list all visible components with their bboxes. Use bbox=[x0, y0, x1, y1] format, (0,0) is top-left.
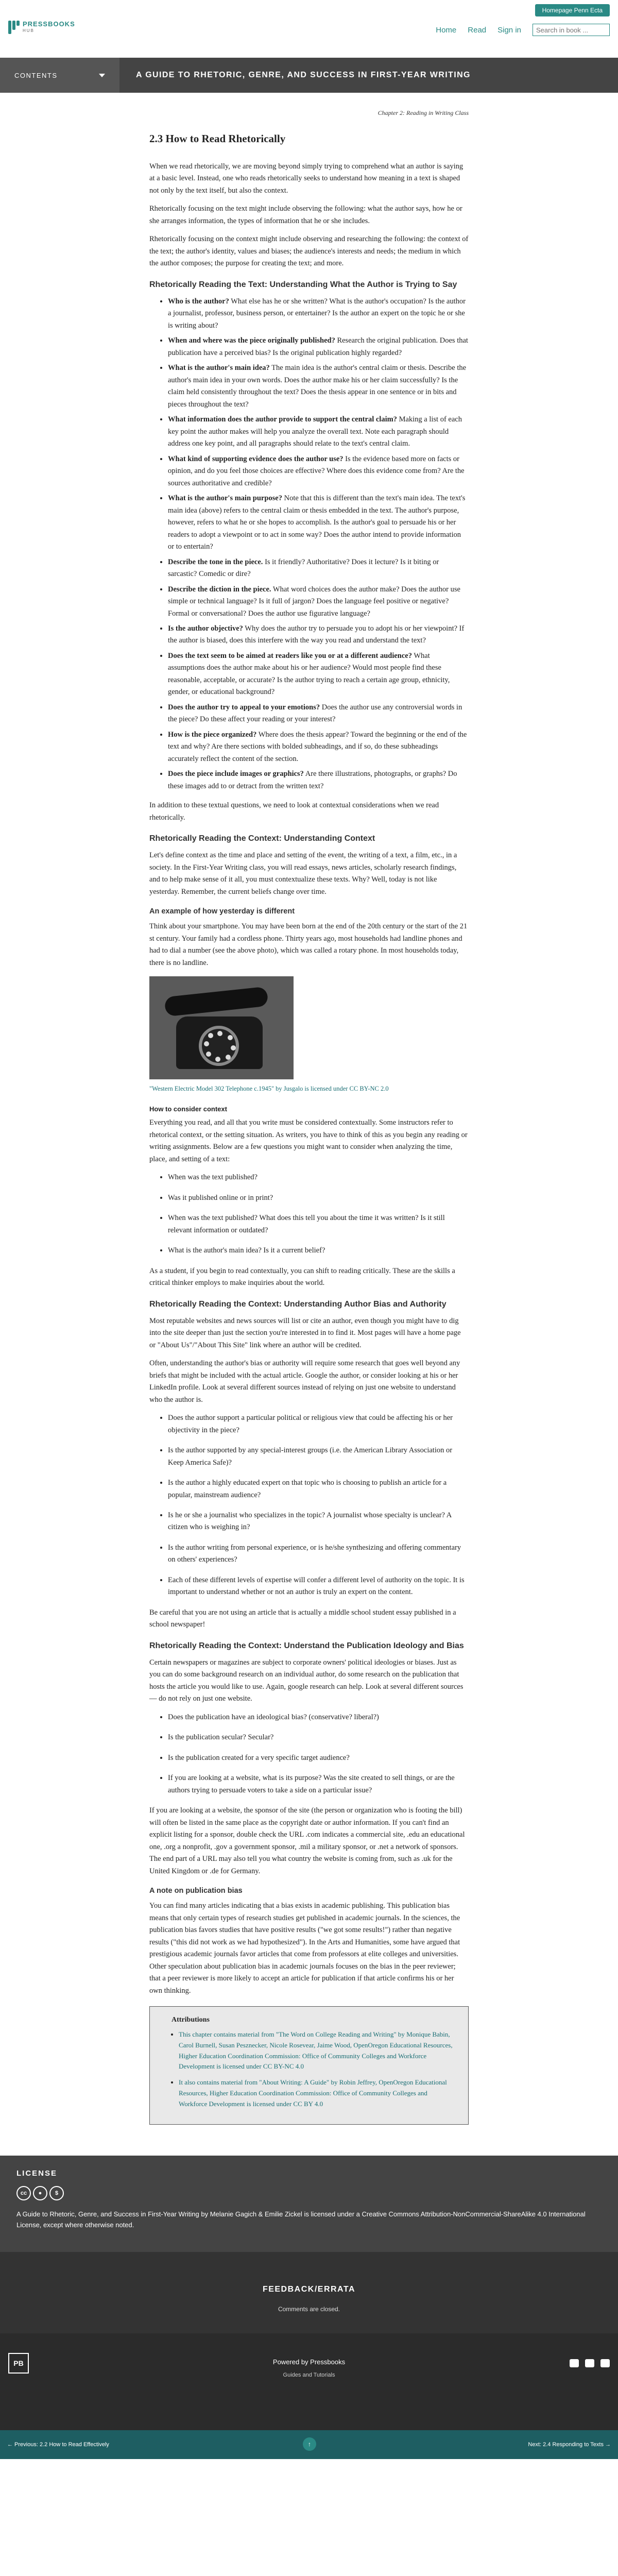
list-item: • What is the author's main idea? Is it a current belief? bbox=[168, 1245, 469, 1257]
paragraph: If you are looking at a website, the sponsor of the site (the person or organization who is footing the bill) will often be listed in the same place as the copyright date or author information. If you can't find an explicit listing for a sponsor, double check the URL .com indicates a commercial site, .edu an educational one, .org a nonprofit, .gov a government sponsor, .mil a military sponsor, or .net a network of sponsors. The end part of a URL may also tell you what country the website is coming from, such as .uk for the United Kingdom or .de for Germany. bbox=[149, 1806, 465, 1875]
question-lead: Describe the diction in the piece. bbox=[168, 585, 271, 594]
question-lead: What information does the author provide to support the central claim? bbox=[168, 415, 397, 424]
chapter-navigation bbox=[0, 2430, 618, 2459]
previous-chapter-link[interactable]: ← Previous: 2.2 How to Read Effectively bbox=[7, 2441, 109, 2448]
list-item: • Each of these different levels of expertise will confer a different level of authority on the topic. It is important to understand whether or not an author is truly an expert on the content. bbox=[168, 1574, 469, 1599]
feedback-section bbox=[0, 2252, 618, 2333]
question-item bbox=[168, 623, 469, 647]
chapter-content bbox=[149, 93, 469, 2125]
question-lead: Does the author try to appeal to your emotions? bbox=[168, 703, 320, 711]
chevron-down-icon bbox=[99, 74, 105, 77]
question-body: Note that this is different than the text's main idea. The text's main idea (above) refers to the central claim or thesis embedded in the text. The author's purpose, however, refers to what he or she hopes to accomplish. Is the author's goal to persuade his or her readers to adopt a viewpoint or to act in some way? Does the author intend to provide information or to entertain? bbox=[168, 494, 466, 551]
book-header bbox=[0, 58, 618, 93]
chapter-breadcrumb: Chapter 2: Reading in Writing Class bbox=[377, 109, 469, 116]
pressbooks-mark-icon bbox=[8, 21, 20, 34]
list-item: • When was the text published? bbox=[168, 1172, 469, 1183]
paragraph: Most reputable websites and news sources will list or cite an author, even though you might have to dig into the site deeper than just the section you're interested in to find it. Most pages will have a home page or "About Us"/"About This Site" link where an author will be credited. bbox=[149, 1316, 461, 1349]
twitter-icon[interactable] bbox=[585, 2359, 594, 2367]
contents-label: CONTENTS bbox=[14, 71, 58, 79]
pb-logo-icon[interactable]: PB bbox=[8, 2353, 29, 2374]
contents-toggle-button[interactable] bbox=[0, 58, 119, 93]
question-body: What else has he or she written? What is the author's occupation? Is the author a journalist, professor, business person, or entertainer? Is the author an expert on the topic he or she is writing about? bbox=[168, 297, 466, 330]
logo-name: PRESSBOOKS bbox=[23, 20, 75, 28]
back-to-top-button[interactable]: ↑ bbox=[303, 2437, 316, 2451]
consider-list bbox=[149, 1172, 469, 1257]
paragraph: You can find many articles indicating that a bias exists in academic publishing. This publication bias means that only certain types of research studies get published in academic journals. In the sciences, the publication bias favors studies that have positive results ("we got some results!") rather than negative results ("this did not work as we had hypothesized"). In the Arts and Humanities, some have argued that prestigious academic journals favor articles that come from professors at elite colleges and universities. Other speculation about publication bias in academic journals focuses on the bias in the peer reviewer; that a peer reviewer is more likely to accept an article for publication if that article confirms his or her own thinking. bbox=[149, 1902, 460, 1995]
question-body: What assumptions does the author make about his or her audience? Would most people find these reasonable, acceptable, or accurate? Is the author trying to reach a certain age group, ethnicity, gender, or educational background? bbox=[168, 651, 450, 697]
question-body: The main idea is the author's central claim or thesis. Describe the author's main idea in your own words. Does the author make his or her claim successfully? Is the claim held consistently throughout the text? Does the thesis appear in one sentence or in bits and pieces throughout the text? bbox=[168, 364, 467, 409]
comments-closed-text: Comments are closed. bbox=[278, 2305, 340, 2313]
list-item: • Is the author a highly educated expert on that topic who is choosing to publish an article for a popular, mainstream audience? bbox=[168, 1477, 469, 1501]
feedback-heading: FEEDBACK/ERRATA bbox=[262, 2284, 356, 2294]
question-item bbox=[168, 335, 469, 359]
site-footer bbox=[0, 2333, 618, 2430]
license-section bbox=[0, 2156, 618, 2252]
homepage-button[interactable]: Homepage Penn Ecta bbox=[535, 4, 610, 16]
list-item: • Is the author writing from personal experience, or is he/she synthesizing and offering commentary on others' experiences? bbox=[168, 1542, 469, 1566]
list-item: • Does the author support a particular political or religious view that could be affecting his or her objectivity in the piece? bbox=[168, 1412, 469, 1436]
question-body: Is it friendly? Authoritative? Does it lecture? Is it biting or sarcastic? Comedic or dire? bbox=[168, 557, 439, 579]
nc-icon: $ bbox=[49, 2186, 64, 2200]
list-item: • Is the author supported by any special-interest groups (i.e. the American Library Association or Keep America Safe)? bbox=[168, 1445, 469, 1469]
subheading-example: An example of how yesterday is different bbox=[149, 907, 295, 916]
cc-icon: cc bbox=[16, 2186, 31, 2200]
logo-sub: HUB bbox=[23, 28, 35, 33]
paragraph: Let's define context as the time and place and setting of the event, the writing of a text, a film, etc., in a society. In the First-Year Writing class, you will read essays, news articles, scholarly research findings, and to help make sense of it all, you must contextualize these texts. Why? Well, today is not like yesterday. Remember, the current beliefs change over time. bbox=[149, 851, 457, 896]
question-lead: What kind of supporting evidence does the author use? bbox=[168, 454, 344, 463]
image-caption[interactable]: "Western Electric Model 302 Telephone c.1945" by Jusgalo is licensed under CC BY-NC 2.0 bbox=[149, 1085, 389, 1093]
book-title[interactable]: A GUIDE TO RHETORIC, GENRE, AND SUCCESS IN FIRST-YEAR WRITING bbox=[136, 71, 471, 79]
cc-license-icons[interactable] bbox=[16, 2186, 602, 2200]
question-body: Where does the thesis appear? Toward the beginning or the end of the text and why? Are there sections with bolded subheadings, and if so, do these subheadings accurately reflect the content of the section. bbox=[168, 730, 467, 763]
list-item: • If you are looking at a website, what is its purpose? Was the site created to sell things, or are the authors trying to persuade voters to take a side on a particular issue? bbox=[168, 1772, 469, 1797]
attributions-box bbox=[149, 2006, 469, 2125]
question-item bbox=[168, 584, 469, 620]
question-item bbox=[168, 296, 469, 332]
next-chapter-link[interactable]: Next: 2.4 Responding to Texts → bbox=[528, 2441, 611, 2448]
rotary-telephone-image bbox=[149, 976, 294, 1079]
paragraph: Often, understanding the author's bias or authority will require some research that goes well beyond any briefs that might be included with the actual article. Google the author, or consider looking at his or her LinkedIn profile. Look at several different sources instead of relying on just one website to understand who the author is. bbox=[149, 1359, 460, 1404]
question-item bbox=[168, 650, 469, 699]
question-body: Why does the author try to persuade you to adopt his or her viewpoint? If the author is biased, does this interfere with the way you read and understand the text? bbox=[168, 624, 465, 645]
ideology-list bbox=[149, 1711, 469, 1797]
facebook-icon[interactable] bbox=[600, 2359, 610, 2367]
top-navigation bbox=[0, 0, 618, 58]
paragraph: As a student, if you begin to read contextually, you can shift to reading critically. These are the skills a critical thinker employs to make inquiries about the world. bbox=[149, 1266, 455, 1287]
question-item bbox=[168, 414, 469, 450]
text-questions-list bbox=[149, 296, 469, 792]
list-item: • Is he or she a journalist who specializes in the topic? A journalist whose specialty is unclear? A citizen who is weighing in? bbox=[168, 1510, 469, 1534]
bias-list bbox=[149, 1412, 469, 1599]
search-input[interactable] bbox=[533, 24, 610, 36]
paragraph: In addition to these textual questions, we need to look at contextual considerations when we read rhetorically. bbox=[149, 801, 439, 822]
social-links bbox=[570, 2359, 610, 2367]
section-heading-ideology: Rhetorically Reading the Context: Understand the Publication Ideology and Bias bbox=[149, 1641, 464, 1650]
license-text[interactable]: A Guide to Rhetoric, Genre, and Success in First-Year Writing by Melanie Gagich & Emilie Zickel is licensed under a Creative Commons Attribution-NonCommercial-ShareAlike 4.0 International License, except where otherwise noted. bbox=[16, 2210, 586, 2229]
license-heading: LICENSE bbox=[16, 2168, 58, 2178]
attribution-item[interactable]: • It also contains material from "About Writing: A Guide" by Robin Jeffrey, OpenOregon Educational Resources, Higher Education Coordination Commission: Office of Community Colleges and Workforce Development is licensed under CC BY 4.0 bbox=[179, 2077, 454, 2109]
question-body: Research the original publication. Does that publication have a perceived bias? Is the original publication highly regarded? bbox=[168, 336, 468, 357]
powered-by[interactable]: Powered by Pressbooks bbox=[272, 2358, 346, 2366]
subheading-publication-bias: A note on publication bias bbox=[149, 1887, 243, 1895]
paragraph: Think about your smartphone. You may have been born at the end of the 20th century or the start of the 21 st century. Your family had a cordless phone. Thirty years ago, most households had landline phones and had to dial a number (see the above photo), which was called a rotary phone. In most households today, there is no landline. bbox=[149, 922, 468, 967]
question-lead: What is the author's main idea? bbox=[168, 364, 270, 372]
nav-read[interactable]: Read bbox=[468, 25, 487, 35]
question-item bbox=[168, 493, 469, 553]
question-body: Making a list of each key point the author makes will help you analyze the overall text. Note each paragraph should address one key point, and all paragraphs should relate to the text's central claim. bbox=[168, 415, 462, 448]
paragraph: Certain newspapers or magazines are subject to corporate owners' political ideologies or biases. Just as you can do some background research on an individual author, do some research on the publication that hosts the article you would like to use. Again, google research can help. Look at several different sources — do not rely on just one website. bbox=[149, 1658, 464, 1703]
nav-home[interactable]: Home bbox=[436, 25, 457, 35]
question-body: Are there illustrations, photographs, or graphs? Do these images add to or detract from the written text? bbox=[168, 770, 457, 790]
question-lead: Who is the author? bbox=[168, 297, 229, 306]
question-lead: Is the author objective? bbox=[168, 624, 243, 633]
attribution-item[interactable]: • This chapter contains material from "The Word on College Reading and Writing" by Monique Babin, Carol Burnell, Susan Pesznecker, Nicole Rosevear, Jaime Wood, OpenOregon Educational Resources, Higher Education Coordination Commission: Office of Community Colleges and Workforce Development is licensed under CC BY-NC 4.0 bbox=[179, 2029, 454, 2072]
intro-paragraph: Rhetorically focusing on the text might include observing the following: what the author says, how he or she arranges information, the types of information that he or she includes. bbox=[149, 205, 462, 225]
question-lead: What is the author's main purpose? bbox=[168, 494, 282, 503]
question-item bbox=[168, 453, 469, 489]
site-nav bbox=[436, 24, 610, 36]
question-item bbox=[168, 556, 469, 581]
list-item: • Is the publication secular? Secular? bbox=[168, 1732, 469, 1743]
question-lead: When and where was the piece originally published? bbox=[168, 336, 335, 345]
list-item: • Was it published online or in print? bbox=[168, 1192, 469, 1204]
intro-paragraph: Rhetorically focusing on the context might include observing and researching the following: the context of the text; the author's identity, values and biases; the audience's interests and needs; the medium in which the author composes; the purpose for creating the text; and more. bbox=[149, 235, 469, 268]
question-body: What word choices does the author make? Does the author use simple or technical language? Is it full of jargon? Does the language feel positive or negative? Formal or conversational? Does the author use figurative language? bbox=[168, 585, 460, 618]
pressbooks-logo[interactable] bbox=[8, 21, 75, 34]
question-item bbox=[168, 768, 469, 792]
list-item: • When was the text published? What does this tell you about the time it was written? Is it still relevant information or outdated? bbox=[168, 1212, 469, 1236]
by-icon: ● bbox=[33, 2186, 47, 2200]
list-item: • Is the publication created for a very specific target audience? bbox=[168, 1752, 469, 1764]
question-lead: Describe the tone in the piece. bbox=[168, 557, 263, 566]
nav-sign-in[interactable]: Sign in bbox=[497, 25, 521, 35]
subheading-consider: How to consider context bbox=[149, 1105, 227, 1113]
question-lead: Does the piece include images or graphics? bbox=[168, 770, 304, 778]
section-heading-text: Rhetorically Reading the Text: Understanding What the Author is Trying to Say bbox=[149, 280, 457, 289]
question-body: Is the evidence based more on facts or opinion, and do you feel those choices are effective? Where does this evidence come from? Are the sources authoritative and credible? bbox=[168, 454, 465, 487]
list-item: • Does the publication have an ideological bias? (conservative? liberal?) bbox=[168, 1711, 469, 1723]
paragraph: Everything you read, and all that you write must be considered contextually. Some instructors refer to rhetorical context, or the setting situation. As writers, you have to think of this as you begin any reading or writing assignments. Below are a few questions you might want to consider when analyzing the time, place, and setting of a text: bbox=[149, 1118, 468, 1163]
section-heading-bias: Rhetorically Reading the Context: Understanding Author Bias and Authority bbox=[149, 1299, 447, 1309]
intro-paragraph: When we read rhetorically, we are moving beyond simply trying to comprehend what an author is saying at a basic level. Instead, one who reads rhetorically seeks to understand how meaning in a text is shaped not only by the text itself, but also the context. bbox=[149, 162, 464, 195]
question-lead: Does the text seem to be aimed at readers like you or at a different audience? bbox=[168, 651, 412, 660]
paragraph: Be careful that you are not using an article that is actually a middle school student essay published in a school newspaper! bbox=[149, 1608, 456, 1629]
question-item bbox=[168, 729, 469, 765]
attributions-heading: Attributions bbox=[171, 2016, 210, 2024]
youtube-icon[interactable] bbox=[570, 2359, 579, 2367]
guides-link[interactable]: Guides and Tutorials bbox=[283, 2371, 335, 2378]
page-title: 2.3 How to Read Rhetorically bbox=[149, 132, 286, 145]
section-heading-context: Rhetorically Reading the Context: Understanding Context bbox=[149, 834, 375, 843]
question-body: Does the author use any controversial words in the piece? Do these affect your reading or your interest? bbox=[168, 703, 462, 724]
question-lead: How is the piece organized? bbox=[168, 730, 257, 739]
question-item bbox=[168, 362, 469, 411]
question-item bbox=[168, 702, 469, 726]
